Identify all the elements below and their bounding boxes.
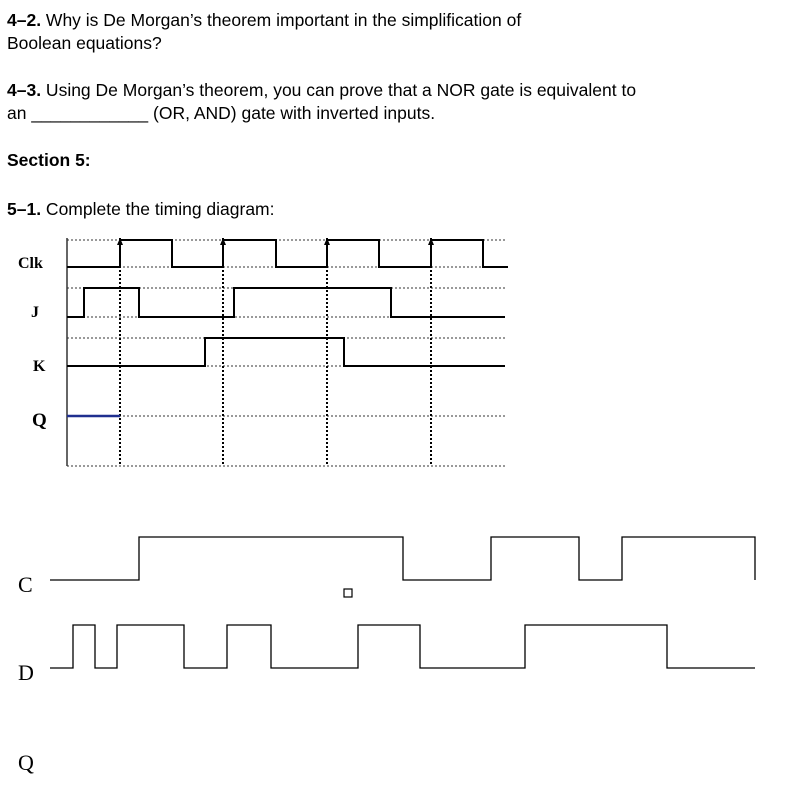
section-5-title: Section 5:: [7, 150, 91, 170]
j-label: J: [31, 304, 39, 321]
question-4-3-blank: ____________: [31, 103, 149, 123]
question-4-2-text-line2: Boolean equations?: [7, 33, 162, 53]
c-label: C: [18, 572, 33, 597]
q2-label: Q: [18, 750, 34, 775]
question-5-1-number: 5–1.: [7, 199, 42, 219]
question-4-2-number: 4–2.: [7, 10, 42, 30]
c-waveform: [50, 537, 755, 580]
question-4-2-text-line1: Why is De Morgan’s theorem important in the simplification of: [41, 10, 522, 30]
question-4-3-prefix: an: [7, 103, 27, 123]
d-waveform: [50, 625, 755, 668]
small-square-marker: [344, 589, 352, 597]
clk-label: Clk: [18, 255, 43, 272]
question-5-1-text: Complete the timing diagram:: [41, 199, 275, 219]
q-label: Q: [32, 410, 47, 431]
question-4-3-text-line1: Using De Morgan’s theorem, you can prove that a NOR gate is equivalent to: [41, 80, 637, 100]
question-4-3-suffix: (OR, AND) gate with inverted inputs.: [148, 103, 436, 123]
k-label: K: [33, 358, 46, 375]
question-4-3-number: 4–3.: [7, 80, 42, 100]
d-label: D: [18, 660, 34, 685]
